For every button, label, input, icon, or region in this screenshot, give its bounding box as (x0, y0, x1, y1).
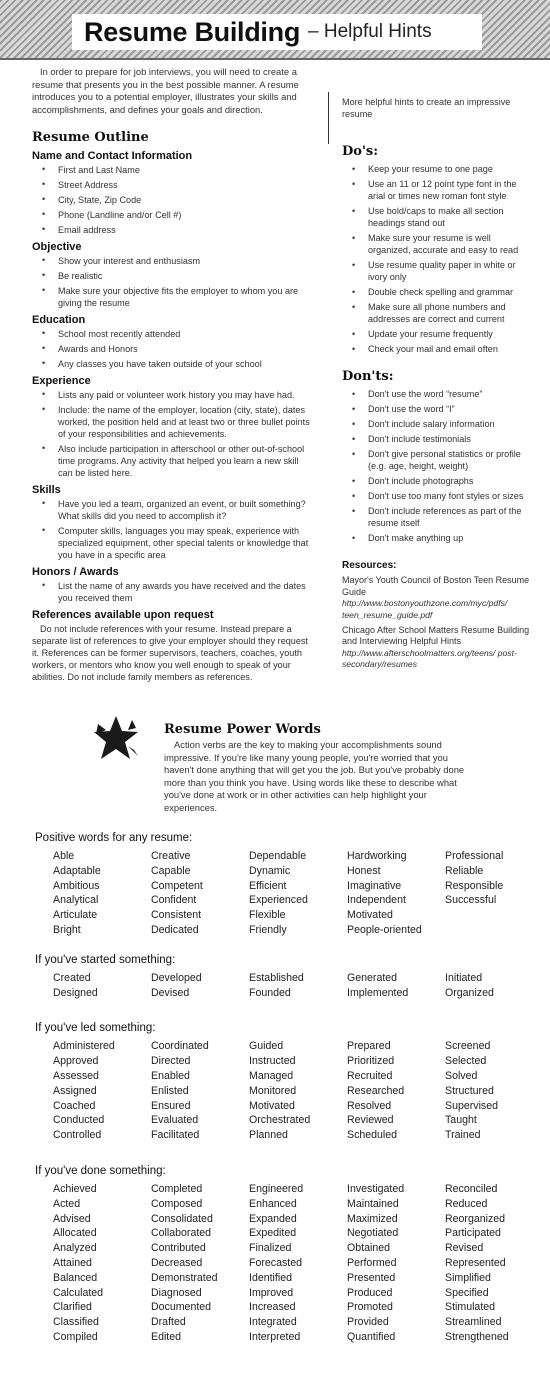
word-group-title: If you've done something: (35, 1164, 166, 1177)
list-item: • Any classes you have taken outside of your school (32, 358, 314, 370)
power-word: Flexible (249, 909, 286, 922)
section-heading: Education (32, 314, 86, 326)
power-word: Managed (249, 1069, 294, 1082)
more-hints-text: More helpful hints to create an impressive resume (342, 97, 511, 119)
word-group (35, 1022, 535, 1143)
power-word: Developed (151, 971, 202, 984)
power-word: Increased (249, 1301, 296, 1314)
power-word: Instructed (249, 1055, 296, 1068)
power-word: Motivated (347, 909, 393, 922)
donts-item: • Don't include salary information (342, 418, 534, 430)
power-word: Experienced (249, 894, 308, 907)
header-banner (0, 0, 550, 60)
power-word: Designed (53, 986, 98, 999)
power-word: Interpreted (249, 1330, 301, 1343)
power-word: Established (249, 971, 304, 984)
dos-item: • Make sure your resume is well organized, accurate and easy to read (342, 232, 534, 256)
power-word: Provided (347, 1316, 389, 1329)
power-word: Maximized (347, 1212, 398, 1225)
section-list (32, 580, 314, 604)
power-word: Directed (151, 1055, 191, 1068)
list-item: • Show your interest and enthusiasm (32, 255, 314, 267)
power-word: Initiated (445, 971, 483, 984)
power-word: Revised (445, 1242, 484, 1255)
dos-item: • Double check spelling and grammar (342, 286, 534, 298)
dos-item: • Check your mail and email often (342, 343, 534, 355)
power-word: Able (53, 850, 75, 862)
power-word: Documented (151, 1301, 212, 1314)
power-word: Evaluated (151, 1114, 199, 1127)
word-group (35, 1165, 535, 1345)
power-word: Coordinated (151, 1040, 209, 1053)
list-item: • Also include participation in afterschool or other out-of-school time programs. Any activity that helped you learn a new skill can be listed here. (32, 443, 314, 479)
donts-list (342, 388, 534, 544)
power-word: Structured (445, 1084, 494, 1097)
power-word: Trained (445, 1129, 481, 1142)
power-word: Controlled (53, 1129, 102, 1142)
power-word: Independent (347, 894, 406, 907)
power-word: Decreased (151, 1256, 203, 1269)
power-word: Integrated (249, 1316, 297, 1329)
power-word: Professional (445, 850, 504, 862)
donts-item: • Don't include references as part of the resume itself (342, 505, 534, 529)
power-words-title: Resume Power Words (164, 722, 321, 737)
power-word: Balanced (53, 1271, 98, 1284)
donts-title: Don'ts: (342, 369, 394, 384)
donts-item: • Don't use too many font styles or sizes (342, 490, 534, 502)
power-word: Adaptable (53, 864, 101, 877)
power-word: Enabled (151, 1069, 190, 1082)
power-word: Facilitated (151, 1129, 200, 1142)
power-word: Reviewed (347, 1114, 394, 1127)
power-word: Stimulated (445, 1301, 496, 1314)
power-word: Imaginative (347, 879, 402, 892)
section-list (32, 328, 314, 370)
power-word: Participated (445, 1227, 501, 1240)
power-word: Ensured (151, 1099, 191, 1112)
outline-title: Resume Outline (32, 130, 149, 145)
power-word: Clarified (53, 1301, 92, 1314)
power-word: Capable (151, 864, 191, 877)
power-word: Founded (249, 986, 291, 999)
power-word: Reduced (445, 1197, 488, 1210)
word-group-title: Positive words for any resume: (35, 832, 193, 844)
power-word: Attained (53, 1256, 92, 1269)
list-item: • City, State, Zip Code (32, 194, 314, 206)
word-group (35, 954, 535, 1001)
page-title: Resume Building (84, 16, 301, 47)
power-word: Recruited (347, 1069, 393, 1082)
section-heading: Experience (32, 375, 91, 387)
power-word: Collaborated (151, 1227, 212, 1240)
list-item: • List the name of any awards you have received and the dates you received them (32, 580, 314, 604)
power-word: Advised (53, 1212, 91, 1225)
word-group-title: If you've led something: (35, 1022, 156, 1035)
power-word: Compiled (53, 1330, 98, 1343)
power-word: Expanded (249, 1212, 297, 1225)
power-word: Drafted (151, 1316, 186, 1329)
power-word: Administered (53, 1040, 115, 1053)
power-word: Dedicated (151, 923, 199, 936)
power-word: Organized (445, 986, 494, 999)
section-list (32, 164, 314, 236)
power-word: Planned (249, 1129, 288, 1142)
power-word: Presented (347, 1271, 396, 1284)
power-word: Dynamic (249, 864, 291, 877)
word-group (35, 832, 535, 938)
power-word: Efficient (249, 879, 287, 892)
power-words-text: Action verbs are the key to making your accomplishments sound impressive. If you're like many young people, you're worried that you haven't done anything that will get you the job. But you've probably done more than you think you have. Using words like these to describe what you've done at work or in other activities can help highlight your experiences. (164, 739, 465, 813)
word-group-title: If you've started something: (35, 953, 176, 966)
power-word (445, 923, 543, 938)
power-word: Obtained (347, 1242, 390, 1255)
power-word: Specified (445, 1286, 489, 1299)
power-word: Demonstrated (151, 1271, 218, 1284)
section-heading: Objective (32, 241, 82, 253)
power-word: Responsible (445, 879, 504, 892)
power-word: Negotiated (347, 1227, 399, 1240)
power-word: Confident (151, 894, 197, 907)
power-word: Completed (151, 1182, 203, 1195)
power-word: Consistent (151, 909, 202, 922)
list-item: • Phone (Landline and/or Cell #) (32, 209, 314, 221)
list-item: • Street Address (32, 179, 314, 191)
section-list (32, 389, 314, 479)
references-text: Do not include references with your resume. Instead prepare a separate list of references to give your employer should they request it. References can be former supervisors, teachers, coaches, youth workers, or mentors who know you well enough to speak of your abilities. Do not include family members as references. (32, 624, 308, 682)
power-word: Contributed (151, 1242, 206, 1255)
power-word: Resolved (347, 1099, 392, 1112)
power-word: Calculated (53, 1286, 104, 1299)
power-word: Supervised (445, 1099, 498, 1112)
power-word: Diagnosed (151, 1286, 202, 1299)
list-item: • Include: the name of the employer, location (city, state), dates worked, the position held and at least two or three bullet points of your responsibilities and achievements. (32, 404, 314, 440)
power-word: Prioritized (347, 1055, 395, 1068)
word-grid (53, 849, 535, 938)
section-list (32, 255, 314, 309)
donts-item: • Don't give personal statistics or profile (e.g. age, height, weight) (342, 448, 534, 472)
dos-item: • Use resume quality paper in white or ivory only (342, 259, 534, 283)
list-item: • Have you led a team, organized an event, or built something? What skills did you need to accomplish it? (32, 498, 314, 522)
power-word: Simplified (445, 1271, 491, 1284)
power-word: Allocated (53, 1227, 97, 1240)
power-word: Coached (53, 1099, 96, 1112)
dos-item: • Make sure all phone numbers and addresses are correct and current (342, 301, 534, 325)
resources-list (342, 575, 534, 670)
page-subtitle: – Helpful Hints (308, 21, 432, 42)
section-list (32, 498, 314, 561)
power-word: Articulate (53, 909, 98, 922)
dos-item: • Keep your resume to one page (342, 163, 534, 175)
power-word: Solved (445, 1069, 478, 1082)
star-icon (92, 714, 140, 762)
list-item: • Email address (32, 224, 314, 236)
power-word: Analyzed (53, 1242, 97, 1255)
power-word (445, 908, 543, 923)
dos-list (342, 163, 534, 355)
word-grid (53, 971, 535, 1001)
power-word: Screened (445, 1040, 491, 1053)
power-word: Strengthened (445, 1330, 509, 1343)
power-word: Guided (249, 1040, 284, 1053)
power-words-intro (164, 722, 464, 815)
power-word: Promoted (347, 1301, 393, 1314)
power-word: Quantified (347, 1330, 396, 1343)
power-word: Creative (151, 850, 191, 862)
dos-item: • Use bold/caps to make all section headings stand out (342, 205, 534, 229)
power-word: Performed (347, 1256, 397, 1269)
resource-url: http://www.bostonyouthzone.com/myc/pdfs/ teen_resume_guide.pdf (342, 598, 508, 620)
power-word: Motivated (249, 1099, 295, 1112)
resource-name: Chicago After School Matters Resume Building and Interviewing Helpful Hints (342, 624, 530, 647)
word-grid (53, 1039, 535, 1143)
power-word: Acted (53, 1197, 81, 1210)
list-item: • Be realistic (32, 270, 314, 282)
list-item: • Awards and Honors (32, 343, 314, 355)
power-word: Enhanced (249, 1197, 297, 1210)
power-word: Expedited (249, 1227, 297, 1240)
power-word: Represented (445, 1256, 506, 1269)
power-word: Generated (347, 971, 398, 984)
power-word: Created (53, 971, 91, 984)
power-word: Successful (445, 894, 497, 907)
power-word: Forecasted (249, 1256, 302, 1269)
power-word: Investigated (347, 1182, 405, 1195)
donts-item: • Don't make anything up (342, 532, 534, 544)
power-word: Monitored (249, 1084, 297, 1097)
power-word: Analytical (53, 894, 99, 907)
power-word: Reliable (445, 864, 484, 877)
power-word: Identified (249, 1271, 292, 1284)
power-word: Bright (53, 923, 81, 936)
power-word: Reorganized (445, 1212, 506, 1225)
power-word: Prepared (347, 1040, 391, 1053)
power-word: Maintained (347, 1197, 399, 1210)
section-heading: Skills (32, 484, 61, 496)
power-word: Reconciled (445, 1182, 498, 1195)
word-grid (53, 1182, 535, 1345)
power-word: Devised (151, 986, 190, 999)
power-word: Scheduled (347, 1129, 398, 1142)
donts-item: • Don't use the word “I” (342, 403, 534, 415)
power-word: Assessed (53, 1069, 99, 1082)
dos-item: • Use an 11 or 12 point type font in the arial or times new roman font style (342, 178, 534, 202)
section-heading: Honors / Awards (32, 566, 119, 578)
power-word: Finalized (249, 1242, 292, 1255)
donts-item: • Don't include testimonials (342, 433, 534, 445)
power-word: Edited (151, 1330, 182, 1343)
power-word: Improved (249, 1286, 294, 1299)
power-word: Hardworking (347, 850, 407, 862)
power-word: Achieved (53, 1182, 97, 1195)
power-word: Dependable (249, 850, 307, 862)
power-word: Consolidated (151, 1212, 213, 1225)
power-word: Approved (53, 1055, 99, 1068)
power-word: People-oriented (347, 923, 422, 936)
power-word: Engineered (249, 1182, 304, 1195)
list-item: • Computer skills, languages you may speak, experience with specialized equipment, other special talents or knowledge that you have in a specific area (32, 525, 314, 561)
power-word: Orchestrated (249, 1114, 311, 1127)
right-column (342, 96, 534, 670)
power-word: Honest (347, 864, 381, 877)
donts-item: • Don't use the word “resume” (342, 388, 534, 400)
outline-sections (32, 150, 314, 604)
resources-title: Resources: (342, 560, 397, 571)
power-word: Ambitious (53, 879, 100, 892)
intro-paragraph: In order to prepare for job interviews, you will need to create a resume that presents you in the best possible manner. A resume introduces you to a potential employer, illustrates your skills and accomplishments, and defines your goals and direction. (32, 66, 299, 115)
section-heading: Name and Contact Information (32, 150, 193, 162)
power-word: Taught (445, 1114, 477, 1127)
resource-url: http://www.afterschoolmatters.org/teens/ post-secondary/resumes (342, 648, 517, 670)
title-band (72, 14, 482, 50)
list-item: • Lists any paid or volunteer work history you may have had. (32, 389, 314, 401)
power-word: Selected (445, 1055, 487, 1068)
word-groups (35, 832, 535, 1345)
references-heading: References available upon request (32, 609, 214, 621)
power-word: Classified (53, 1316, 99, 1329)
power-word: Researched (347, 1084, 405, 1097)
power-word: Streamlined (445, 1316, 502, 1329)
dos-title: Do's: (342, 144, 379, 159)
list-item: • School most recently attended (32, 328, 314, 340)
power-word: Enlisted (151, 1084, 189, 1097)
dos-item: • Update your resume frequently (342, 328, 534, 340)
power-word: Assigned (53, 1084, 97, 1097)
column-divider (328, 92, 329, 144)
left-column (32, 66, 314, 683)
power-word: Conducted (53, 1114, 105, 1127)
power-word: Friendly (249, 923, 287, 936)
power-word: Competent (151, 879, 203, 892)
power-word: Implemented (347, 986, 409, 999)
power-word: Composed (151, 1197, 203, 1210)
resource-name: Mayor's Youth Council of Boston Teen Resume Guide (342, 575, 530, 597)
list-item: • Make sure your objective fits the employer to whom you are giving the resume (32, 285, 314, 309)
list-item: • First and Last Name (32, 164, 314, 176)
donts-item: • Don't include photographs (342, 475, 534, 487)
power-word: Produced (347, 1286, 393, 1299)
